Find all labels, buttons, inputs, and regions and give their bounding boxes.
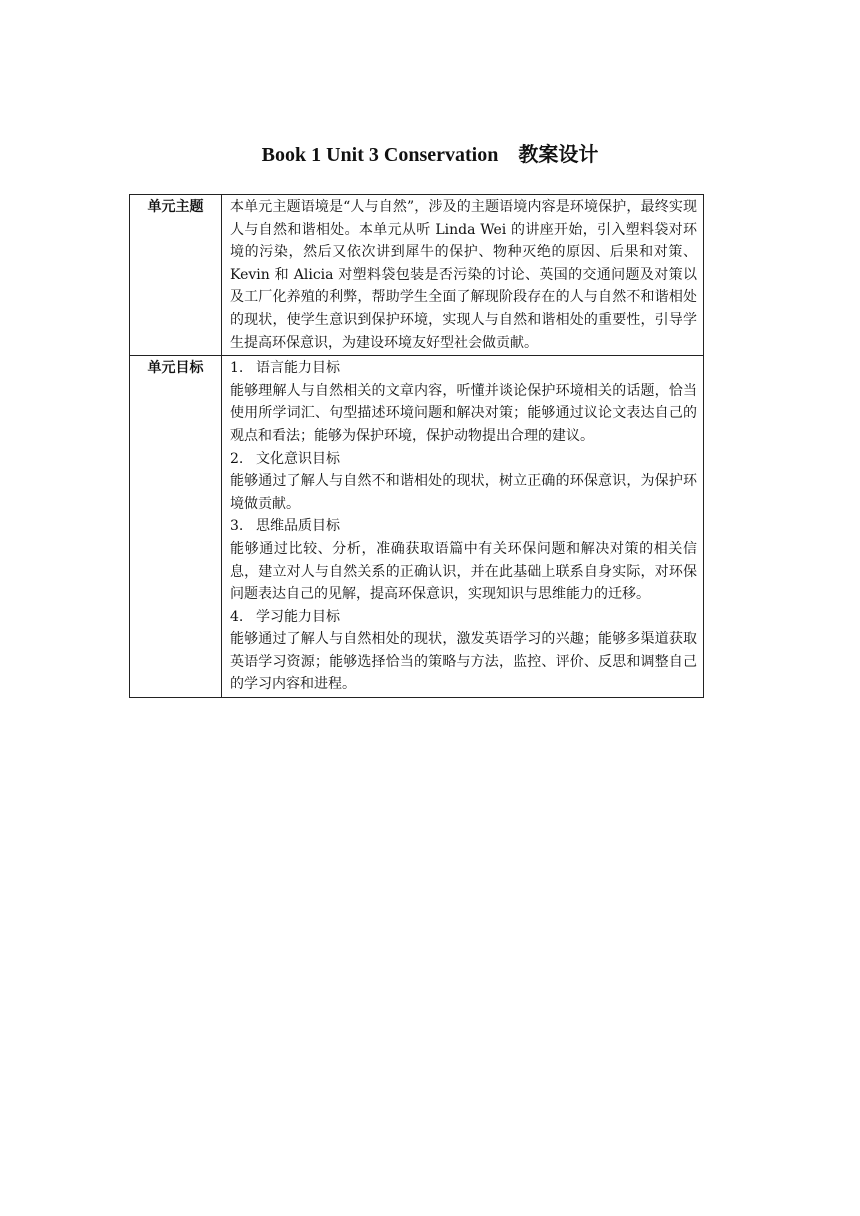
unit-theme-label: 单元主题 bbox=[130, 195, 222, 356]
table-row-unit-theme bbox=[130, 195, 704, 356]
goal-title: 思维品质目标 bbox=[256, 518, 340, 535]
goal-item-language bbox=[230, 357, 697, 447]
goal-item-thinking bbox=[230, 515, 697, 605]
goal-number: 2. bbox=[230, 450, 244, 467]
goal-heading bbox=[230, 357, 697, 380]
goal-text: 能够理解人与自然相关的文章内容，听懂并谈论保护环境相关的话题，恰当使用所学词汇、句型描述环境问题和解决对策；能够通过议论文表达自己的观点和看法；能够为保护环境，保护动物提出合理的建议。 bbox=[230, 382, 697, 444]
lesson-plan-table bbox=[129, 194, 704, 698]
unit-theme-content bbox=[222, 195, 704, 356]
goal-number: 3. bbox=[230, 518, 244, 535]
goal-number: 4. bbox=[230, 608, 244, 625]
goal-title: 文化意识目标 bbox=[256, 450, 340, 467]
goal-item-learning bbox=[230, 606, 697, 696]
unit-theme-text: 本单元主题语境是“人与自然”，涉及的主题语境内容是环境保护，最终实现人与自然和谐相处。本单元从听 Linda Wei 的讲座开始，引入塑料袋对环境的污染，然后又依次讲到犀牛的保护、物种灭绝的原因、后果和对策、Kevin 和 Alicia 对塑料袋包装是否污染的讨论、英国的交通问题及对策以及工厂化养殖的利弊，帮助学生全面了解现阶段存在的人与自然不和谐相处的现状，使学生意识到保护环境，实现人与自然和谐相处的重要性，引导学生提高环保意识，为建设环境友好型社会做贡献。 bbox=[230, 199, 697, 351]
goal-heading bbox=[230, 515, 697, 538]
goal-heading bbox=[230, 606, 697, 629]
goal-text: 能够通过了解人与自然不和谐相处的现状，树立正确的环保意识，为保护环境做贡献。 bbox=[230, 473, 697, 512]
goal-text: 能够通过比较、分析，准确获取语篇中有关环保问题和解决对策的相关信息，建立对人与自然关系的正确认识，并在此基础上联系自身实际，对环保问题表达自己的见解，提高环保意识，实现知识与思维能力的迁移。 bbox=[230, 540, 697, 603]
goal-number: 1. bbox=[230, 360, 244, 377]
goal-item-culture bbox=[230, 448, 697, 516]
table-row-unit-goals bbox=[130, 356, 704, 698]
goal-title: 语言能力目标 bbox=[256, 360, 340, 377]
goal-text: 能够通过了解人与自然相处的现状，激发英语学习的兴趣；能够多渠道获取英语学习资源；能够选择恰当的策略与方法，监控、评价、反思和调整自己的学习内容和进程。 bbox=[230, 631, 697, 693]
unit-goals-content bbox=[222, 356, 704, 698]
goal-title: 学习能力目标 bbox=[256, 608, 340, 625]
document-title bbox=[0, 140, 860, 169]
document-title-english: Book 1 Unit 3 Conservation bbox=[261, 144, 499, 166]
goal-heading bbox=[230, 448, 697, 471]
document-title-chinese: 教案设计 bbox=[518, 142, 599, 166]
unit-goals-label: 单元目标 bbox=[130, 356, 222, 698]
